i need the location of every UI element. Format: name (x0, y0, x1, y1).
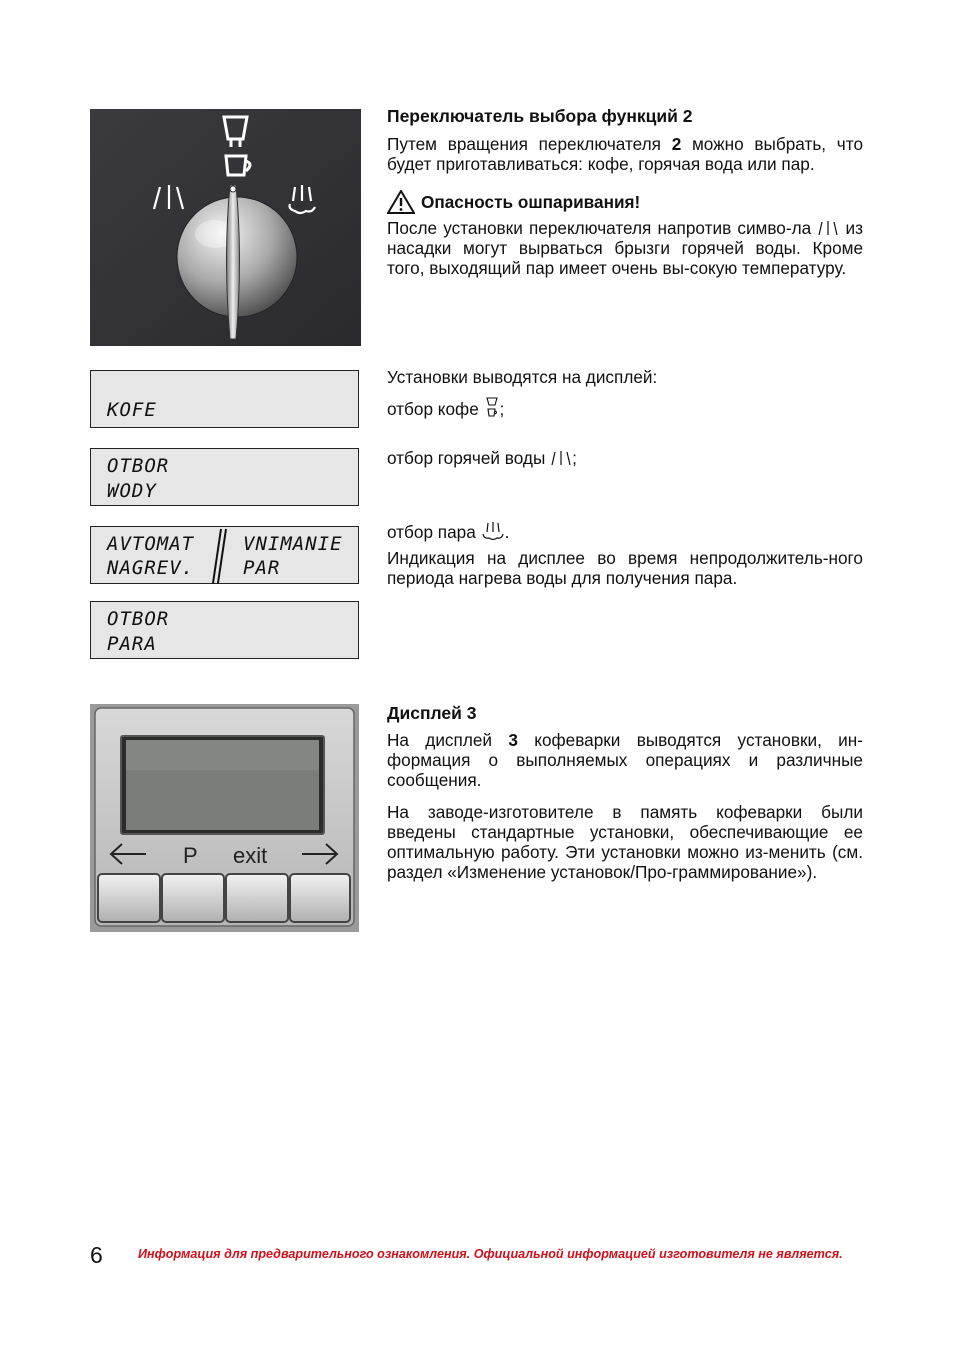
steam-icon (481, 521, 505, 541)
selector-intro: Путем вращения переключателя 2 можно выбрать, что будет приготавливаться: кофе, горячая вода или пар. (387, 134, 863, 174)
display-section-title: Дисплей 3 (387, 703, 477, 723)
lcd-display-coffee (90, 370, 359, 428)
scald-warning-text: После установки переключателя напротив симво-ла из насадки могут вырваться брызги горячей воды. Кроме того, выходящий пар имеет очень вы-сокую температуру. (387, 218, 863, 278)
lcd-display-steam (90, 601, 359, 659)
page-number: 6 (90, 1242, 103, 1268)
hot-water-dispense-text: отбор горячей воды ; (387, 448, 577, 468)
disclaimer-note: Информация для предварительного ознакомления. Официальной информацией изготовителя не является. (138, 1247, 843, 1261)
lcd-line: PARA (107, 633, 157, 655)
lcd-display-heating (90, 526, 359, 584)
selector-section-title: Переключатель выбора функций 2 (387, 106, 693, 126)
display-paragraph-2: На заводе-изготовителе в память кофеварки были введены стандартные установки, обеспечивающие ее оптимальную работу. Эти установки можно из-менить (см. раздел «Изменение установок/Про-граммирование»). (387, 802, 863, 882)
lcd-display-hot-water (90, 448, 359, 506)
panel-buttons (98, 874, 350, 922)
panel-exit-label: exit (233, 843, 268, 868)
lcd-line: PAR (243, 557, 281, 579)
lcd-line: NAGREV. (107, 557, 195, 579)
steam-dispense-text: отбор пара . (387, 522, 510, 542)
display-paragraph-1: На дисплей 3 кофеварки выводятся установки, ин-формация о выполняемых операциях и различные сообщения. (387, 730, 863, 790)
coffee-cup-icon (484, 396, 500, 418)
panel-p-label: P (183, 843, 198, 868)
lcd-line: KOFE (107, 399, 157, 421)
lcd-line: WODY (107, 480, 157, 502)
heating-indication-text: Индикация на дисплее во время непродолжитель-ного периода нагрева воды для получения пара. (387, 548, 863, 588)
scald-warning-title: Опасность ошпаривания! (421, 192, 641, 212)
warning-triangle-icon (387, 190, 415, 214)
hot-water-spray-icon (550, 449, 572, 467)
lcd-line: OTBOR (107, 455, 170, 477)
coffee-dispense-text: отбор кофе ; (387, 396, 863, 419)
lcd-line: OTBOR (107, 608, 170, 630)
lcd-line: AVTOMAT (107, 533, 195, 555)
display-panel-photo (90, 704, 359, 932)
alternating-divider-icon (207, 527, 229, 585)
displays-intro: Установки выводятся на дисплей: (387, 367, 658, 387)
lcd-line: VNIMANIE (243, 533, 343, 555)
hot-water-spray-icon (817, 219, 839, 237)
selector-knob-photo (90, 109, 361, 346)
